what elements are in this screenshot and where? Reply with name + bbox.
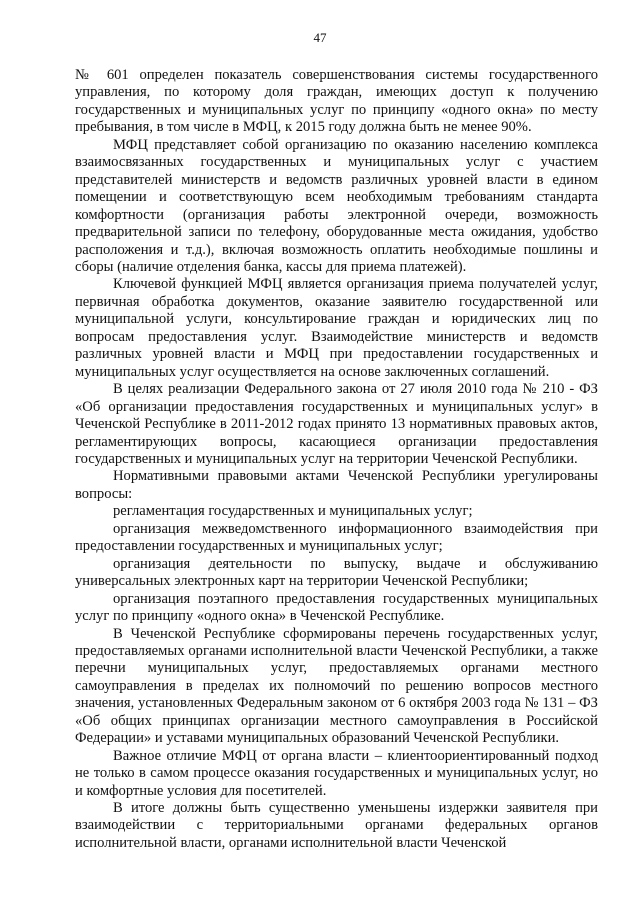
paragraph: В целях реализации Федерального закона от 27 июля 2010 года № 210 - ФЗ «Об организации предоставления государственных и муниципальных услуг» в Чеченской Республике в 2011-2012 годах принято 13 нормативных правовых актов, регламентирующих вопросы, касающиеся организации предоставления государственных и муниципальных услуг на территории Чеченской Республики.: [75, 381, 598, 467]
list-item: организация межведомственного информационного взаимодействия при предоставлении государственных и муниципальных услуг;: [75, 520, 598, 555]
list-item: регламентация государственных и муниципальных услуг;: [113, 503, 473, 520]
paragraph: Нормативными правовыми актами Чеченской Республики урегулированы вопросы:: [75, 468, 598, 502]
paragraph: В итоге должны быть существенно уменьшены издержки заявителя при взаимодействии с территориальными органами федеральных органов исполнительной власти, органами исполнительной власти Чеченской: [75, 800, 598, 851]
list-item: организация поэтапного предоставления государственных муниципальных услуг по принципу «одного окна» в Чеченской Республике.: [75, 590, 598, 625]
page-body: [75, 67, 598, 852]
paragraph: МФЦ представляет собой организацию по оказанию населению комплекса взаимосвязанных государственных и муниципальных услуг с участием представителей министерств и ведомств различных уровней власти в едином помещении и соответствующую всем необходимым требованиям стандарта комфортности (организация работы электронной очереди, возможность предварительной записи по телефону, оборудованные места ожидания, удобство расположения и т.д.), включая возможность оплатить необходимые пошлины и сборы (наличие отделения банка, кассы для приема платежей).: [75, 136, 598, 275]
list-item: организация деятельности по выпуску, выдаче и обслуживанию универсальных электронных карт на территории Чеченской Республики;: [75, 555, 598, 590]
paragraph: В Чеченской Республике сформированы перечень государственных услуг, предоставляемых органами исполнительной власти Чеченской Республики, а также перечни муниципальных услуг, предоставляемых органами местного самоуправления в пределах их полномочий по решению вопросов местного значения, установленных Федеральным законом от 6 октября 2003 года № 131 – ФЗ «Об общих принципах организации местного самоуправления в Российской Федерации» и уставами муниципальных образований Чеченской Республики.: [75, 625, 598, 747]
page-number: 47: [313, 30, 327, 45]
paragraph: Ключевой функцией МФЦ является организация приема получателей услуг, первичная обработка документов, оказание заявителю государственной или муниципальной услуги, консультирование граждан и юридических лиц по вопросам предоставления услуг. Взаимодействие министерств и ведомств различных уровней власти и МФЦ при предоставлении государственных и муниципальных услуг осуществляется на основе заключенных соглашений.: [75, 276, 598, 380]
paragraph: № 601 определен показатель совершенствования системы государственного управления, по которому доля граждан, имеющих доступ к получению государственных и муниципальных услуг по принципу «одного окна» по месту пребывания, в том числе в МФЦ, к 2015 году должна быть не менее 90%.: [75, 67, 598, 136]
paragraph: Важное отличие МФЦ от органа власти – клиентоориентированный подход не только в самом процессе оказания государственных и муниципальных услуг, но и комфортные условия для посетителей.: [75, 747, 598, 799]
